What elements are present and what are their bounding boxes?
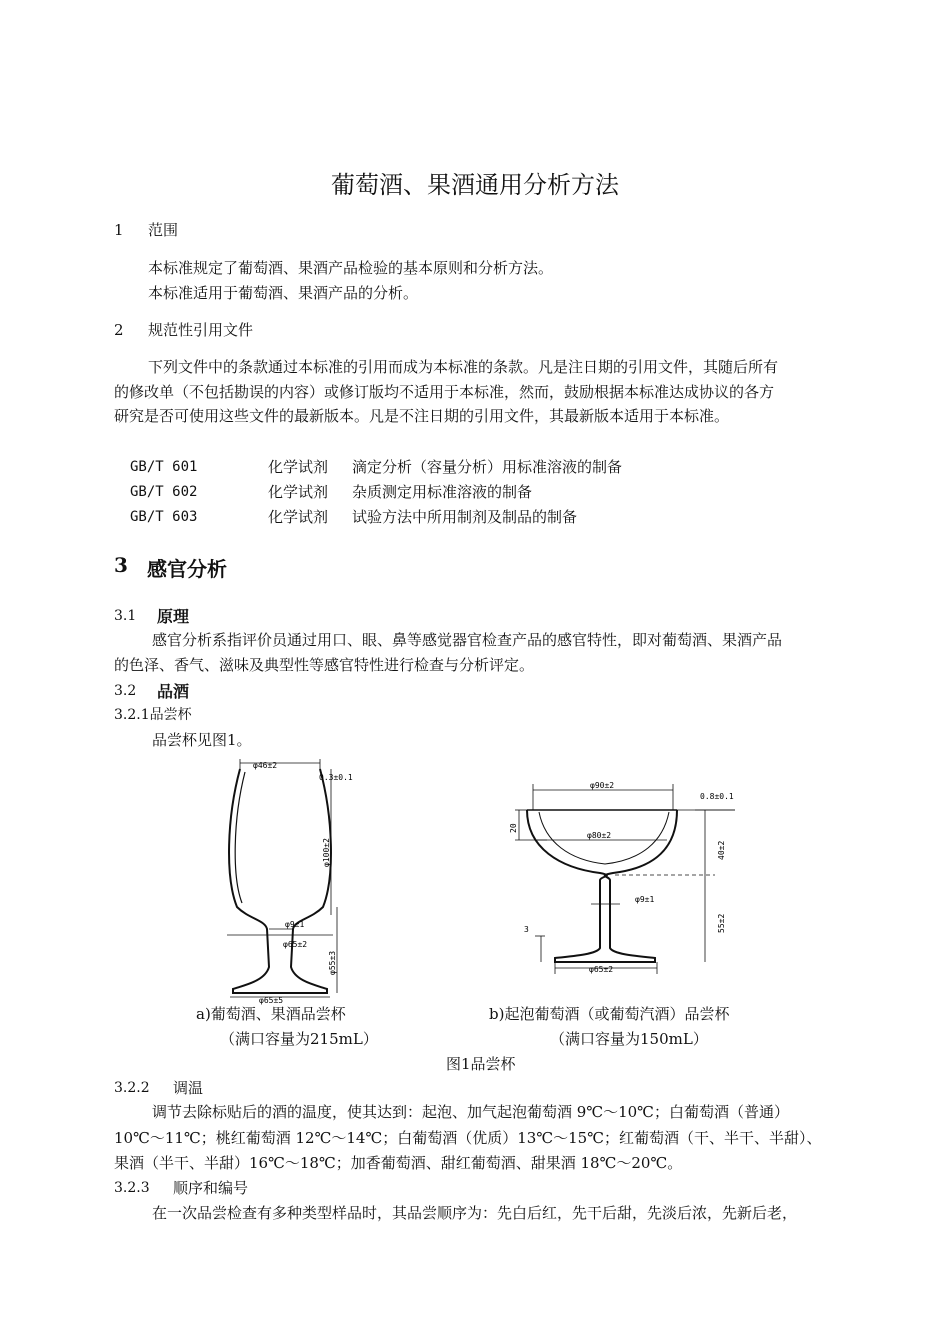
section-1-para-2: 本标准适用于葡萄酒、果酒产品的分析。	[148, 284, 419, 302]
ref-code: GB/T 601	[130, 459, 198, 475]
section-3-2-heading: 品酒	[157, 682, 190, 701]
section-3-2-2-number: 3.2.2	[114, 1080, 150, 1096]
section-3-2-1-text: 品尝杯见图1。	[152, 731, 252, 749]
glass-a-label-thickness: 0.3±0.1	[319, 773, 353, 782]
glass-b-label-top: φ90±2	[590, 781, 615, 790]
figure-b-caption: b)起泡葡萄酒（或葡萄汽酒）品尝杯	[489, 1005, 730, 1023]
glass-b-label-base: φ65±2	[589, 965, 614, 974]
ref-category: 化学试剂	[268, 483, 329, 501]
section-3-2-3-heading: 顺序和编号	[173, 1179, 249, 1197]
section-1-heading: 范围	[148, 221, 179, 239]
glass-b-figure	[505, 768, 770, 983]
section-2-para-line-3: 研究是否可使用这些文件的最新版本。凡是不注日期的引用文件，其最新版本适用于本标准。	[114, 407, 730, 425]
glass-a-label-height: φ100±2	[322, 838, 331, 867]
glass-a-label-stem: φ9±1	[285, 920, 305, 929]
section-3-2-2-heading: 调温	[173, 1079, 204, 1097]
glass-b-label-side: 3	[524, 925, 529, 934]
section-3-1-number: 3.1	[114, 608, 137, 624]
section-2-number: 2	[114, 321, 124, 339]
glass-b-label-inner: φ80±2	[587, 831, 612, 840]
section-3-2-3-line-1: 在一次品尝检查有多种类型样品时，其品尝顺序为：先白后红，先干后甜，先淡后浓，先新后老，	[152, 1204, 798, 1222]
glass-a-label-stem-height: φ55±3	[328, 950, 337, 975]
section-3-1-line-1: 感官分析系指评价员通过用口、眼、鼻等感觉器官检查产品的感官特性，即对葡萄酒、果酒产品	[152, 631, 783, 649]
section-3-1-line-2: 的色泽、香气、滋味及典型性等感官特性进行检查与分析评定。	[114, 656, 535, 674]
glass-b-label-stem-height: 55±2	[717, 913, 726, 933]
section-2-heading: 规范性引用文件	[148, 321, 254, 339]
glass-b-label-bowl-height: 40±2	[717, 840, 726, 860]
section-1-para-1: 本标准规定了葡萄酒、果酒产品检验的基本原则和分析方法。	[148, 259, 554, 277]
glass-b-label-depth: 20	[509, 823, 518, 833]
glass-a-label-stem2: φ65±2	[283, 940, 308, 949]
page-title: 葡萄酒、果酒通用分析方法	[331, 171, 619, 199]
section-3-2-2-line-2: 10℃～11℃；桃红葡萄酒 12℃～14℃；白葡萄酒（优质）13℃～15℃；红葡萄酒（干、半干、半甜）、	[114, 1129, 822, 1147]
glass-b-label-stem: φ9±1	[635, 895, 655, 904]
section-3-2-1-heading: 3.2.1品尝杯	[114, 707, 192, 723]
ref-category: 化学试剂	[268, 508, 329, 526]
section-1-number: 1	[114, 221, 124, 239]
figure-a-caption: a)葡萄酒、果酒品尝杯	[196, 1005, 346, 1023]
glass-a-figure	[215, 757, 353, 1007]
ref-title: 试验方法中所用制剂及制品的制备	[352, 508, 578, 526]
section-2-para-line-2: 的修改单（不包括勘误的内容）或修订版均不适用于本标准，然而，鼓励根据本标准达成协议的各方	[114, 383, 775, 401]
ref-category: 化学试剂	[268, 458, 329, 476]
section-3-2-number: 3.2	[114, 683, 137, 699]
ref-code: GB/T 603	[130, 509, 198, 525]
glass-b-label-thickness: 0.8±0.1	[700, 792, 734, 801]
ref-code: GB/T 602	[130, 484, 198, 500]
section-3-heading: 感官分析	[147, 557, 227, 581]
section-3-2-2-line-3: 果酒（半干、半甜）16℃～18℃；加香葡萄酒、甜红葡萄酒、甜果酒 18℃～20℃。	[114, 1154, 683, 1172]
figure-1-caption: 图1品尝杯	[446, 1055, 516, 1073]
ref-title: 杂质测定用标准溶液的制备	[352, 483, 533, 501]
glass-a-label-base: φ65±5	[259, 996, 284, 1005]
figure-a-capacity: （满口容量为215mL）	[220, 1030, 378, 1048]
section-3-1-heading: 原理	[157, 607, 190, 626]
ref-title: 滴定分析（容量分析）用标准溶液的制备	[352, 458, 623, 476]
figure-b-capacity: （满口容量为150mL）	[550, 1030, 708, 1048]
glass-a-label-top: φ46±2	[253, 761, 278, 770]
section-3-number: 3	[114, 553, 128, 577]
section-3-2-3-number: 3.2.3	[114, 1180, 150, 1196]
section-2-para-line-1: 下列文件中的条款通过本标准的引用而成为本标准的条款。凡是注日期的引用文件，其随后所有	[148, 358, 779, 376]
section-3-2-2-line-1: 调节去除标贴后的酒的温度，使其达到：起泡、加气起泡葡萄酒 9℃～10℃；白葡萄酒（普通）	[152, 1103, 789, 1121]
